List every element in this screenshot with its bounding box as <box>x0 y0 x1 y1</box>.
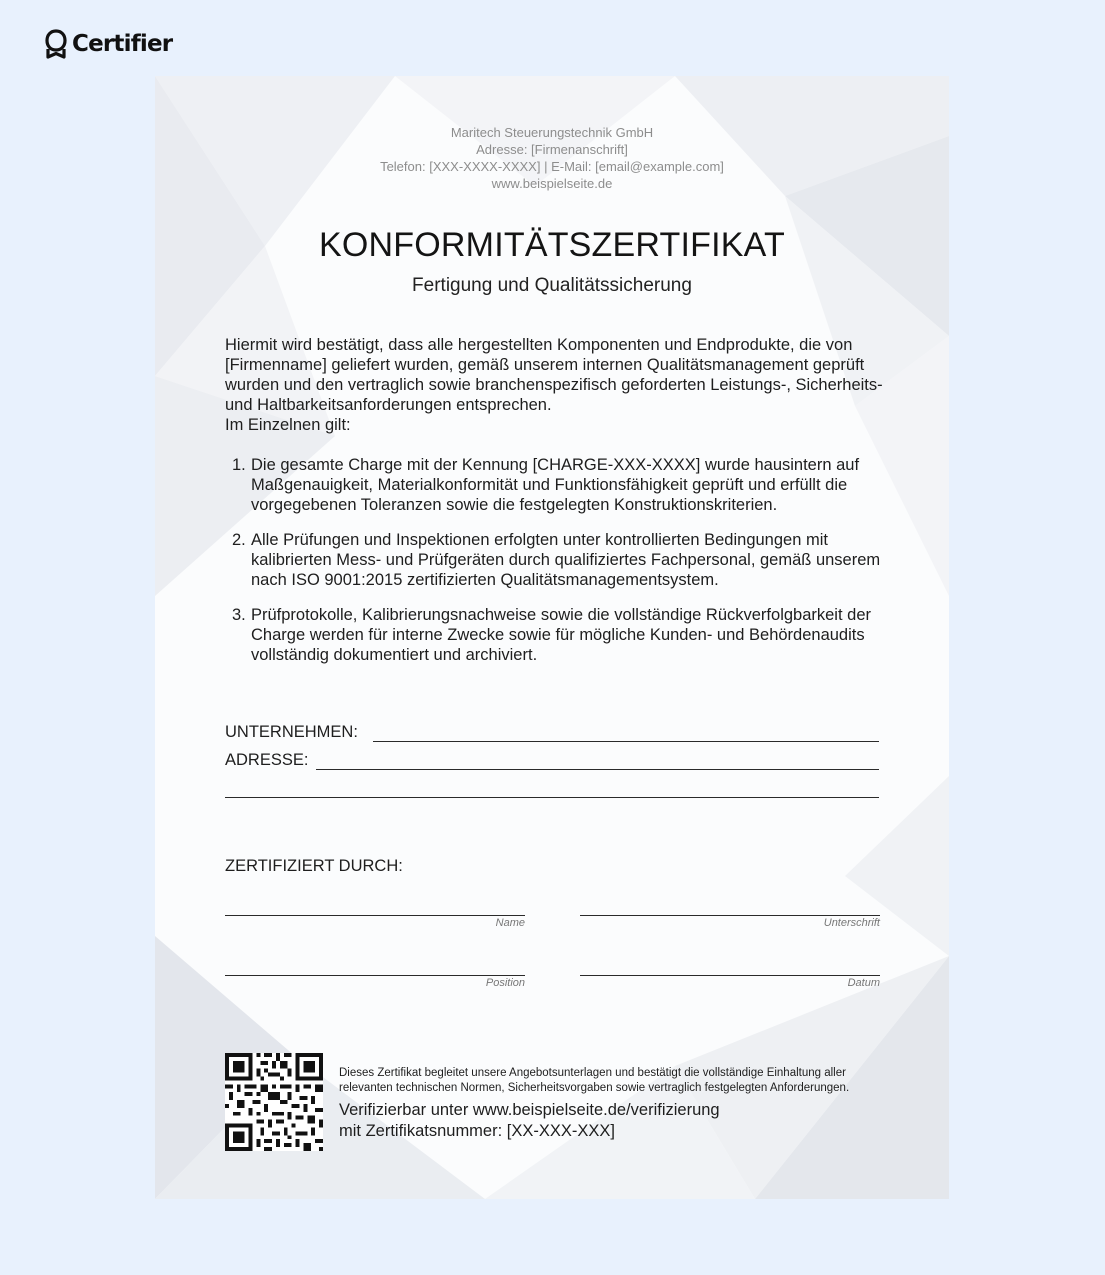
company-website: www.beispielseite.de <box>491 176 613 191</box>
date-caption: Datum <box>847 977 880 989</box>
list-item-number: 2. <box>232 531 246 549</box>
list-item-text: Die gesamte Charge mit der Kennung [CHARGE-XXX-XXXX] wurde hausintern auf Maßgenauigkeit, Materialkonformität und Funktionsfähigkeit geprüft und erfüllt die vorgegebenen Toleranzen sowie die festgelegten Konstruktionskriterien. <box>251 456 860 514</box>
list-item-text: Prüfprotokolle, Kalibrierungsnachweise sowie die vollständige Rückverfolgbarkeit der Charge werden für interne Zwecke sowie für mögliche Kunden- und Behördenaudits vollständig dokumentiert und archiviert. <box>251 606 871 664</box>
signature-line[interactable] <box>580 915 880 916</box>
position-caption: Position <box>485 977 525 989</box>
footer-note: Dieses Zertifikat begleitet unsere Angebotsunterlagen und bestätigt die vollständige Einhaltung aller relevanten technischen Normen, Sicherheitsvorgaben sowie vertraglich festgelegten Anforderungen. <box>339 1067 850 1094</box>
company-field-label: UNTERNEHMEN: <box>225 723 358 741</box>
list-item-number: 3. <box>232 606 246 624</box>
certificate-content <box>155 76 949 1199</box>
intro-followup: Im Einzelnen gilt: <box>225 416 351 434</box>
address-field-line[interactable] <box>316 769 879 770</box>
company-header <box>155 124 949 192</box>
conditions-list <box>225 455 885 680</box>
address-field-line-2[interactable] <box>225 797 879 798</box>
verification-info <box>339 1100 899 1142</box>
certificate-title: KONFORMITÄTSZERTIFIKAT <box>319 226 785 264</box>
company-contact: Telefon: [XXX-XXXX-XXXX] | E-Mail: [email@example.com] <box>380 159 724 174</box>
certified-by-label: ZERTIFIZIERT DURCH: <box>225 857 403 875</box>
qr-code-icon[interactable] <box>225 1053 323 1151</box>
brand-name: Certifier <box>72 31 173 57</box>
company-name: Maritech Steuerungstechnik GmbH <box>450 125 654 140</box>
certifier-logo-icon <box>44 28 68 60</box>
verification-url: Verifizierbar unter www.beispielseite.de/verifizierung <box>339 1101 720 1119</box>
list-item-number: 1. <box>232 456 246 474</box>
list-item <box>225 455 885 515</box>
list-item <box>225 530 885 590</box>
certificate-number: mit Zertifikatsnummer: [XX-XXX-XXX] <box>339 1122 615 1140</box>
certificate-sheet <box>155 76 949 1199</box>
name-caption: Name <box>495 917 525 929</box>
brand-logo[interactable] <box>44 28 172 60</box>
list-item <box>225 605 885 665</box>
list-item-text: Alle Prüfungen und Inspektionen erfolgten unter kontrollierten Bedingungen mit kalibrierten Mess- und Prüfgeräten durch qualifiziertes Fachpersonal, gemäß unserem nach ISO 9001:2015 zertifizierten Qualitätsmanagementsystem. <box>251 531 881 589</box>
company-field-line[interactable] <box>373 741 879 742</box>
signature-caption: Unterschrift <box>823 917 880 929</box>
intro-paragraph <box>225 335 885 435</box>
date-line[interactable] <box>580 975 880 976</box>
name-signature-line[interactable] <box>225 915 525 916</box>
position-line[interactable] <box>225 975 525 976</box>
certificate-subtitle: Fertigung und Qualitätssicherung <box>412 275 692 296</box>
address-field-label: ADRESSE: <box>225 751 309 769</box>
company-address: Adresse: [Firmenanschrift] <box>476 142 628 157</box>
intro-text: Hiermit wird bestätigt, dass alle hergestellten Komponenten und Endprodukte, die von [Firmenname] geliefert wurden, gemäß unserem internen Qualitätsmanagement geprüft wurden und den vertraglich sowie branchenspezifisch geforderten Leistungs-, Sicherheits- und Haltbarkeitsanforderungen entsprechen. <box>225 336 883 414</box>
